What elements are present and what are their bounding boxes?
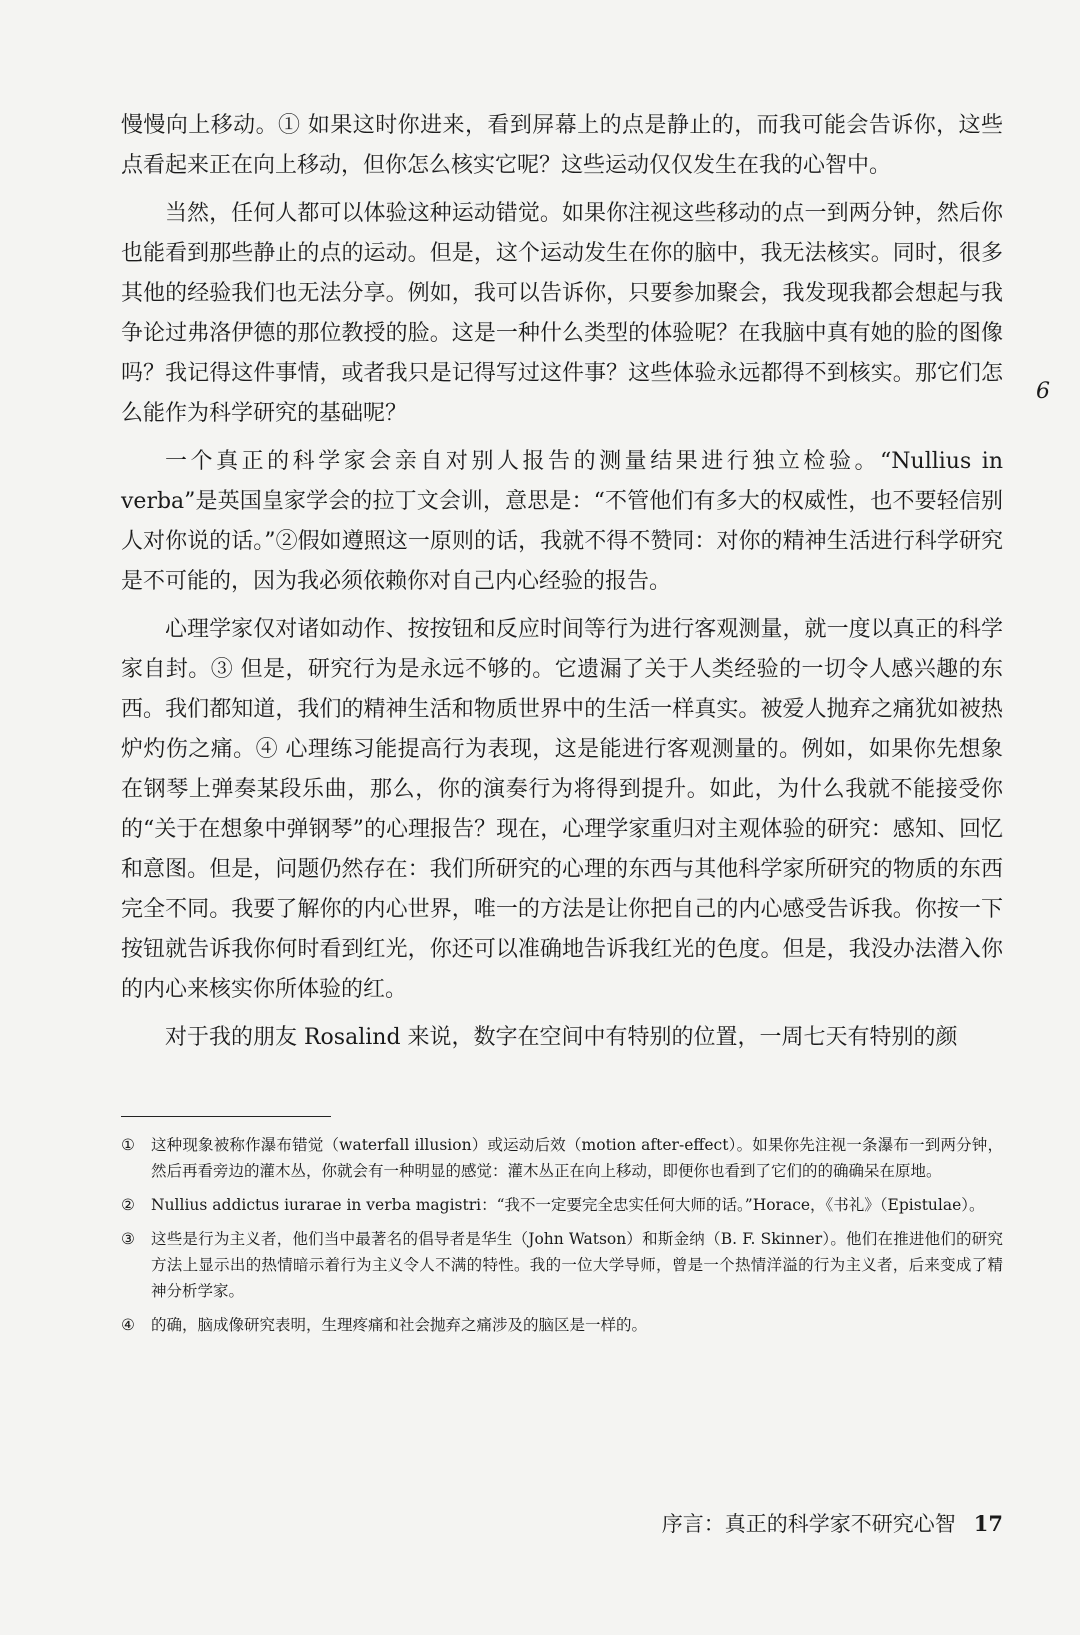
footnote-2 [121, 1192, 1003, 1218]
footnote-mark: ② [121, 1196, 135, 1214]
paragraph-3: 一个真正的科学家会亲自对别人报告的测量结果进行独立检验。“Nullius in verba”是英国皇家学会的拉丁文会训，意思是：“不管他们有多大的权威性，也不要轻信别人对你说的话。”②假如遵照这一原则的话，我就不得不赞同：对你的精神生活进行科学研究是不可能的，因为我必须依赖你对自己内心经验的报告。 [121, 449, 1003, 594]
footnote-mark: ① [121, 1136, 135, 1154]
footnote-text: 的确，脑成像研究表明，生理疼痛和社会抛弃之痛涉及的脑区是一样的。 [151, 1316, 648, 1334]
footnote-1 [121, 1132, 1003, 1184]
footnote-text: Nullius addictus iurarae in verba magistri：“我不一定要完全忠实任何大师的话。”Horace，《书礼》（Epistulae）。 [151, 1196, 985, 1214]
footnote-4 [121, 1312, 1003, 1338]
paragraph-4: 心理学家仅对诸如动作、按按钮和反应时间等行为进行客观测量，就一度以真正的科学家自封。③ 但是，研究行为是永远不够的。它遗漏了关于人类经验的一切令人感兴趣的东西。我们都知道，我们的精神生活和物质世界中的生活一样真实。被爱人抛弃之痛犹如被热炉灼伤之痛。④ 心理练习能提高行为表现，这是能进行客观测量的。例如，如果你先想象在钢琴上弹奏某段乐曲，那么，你的演奏行为将得到提升。如此，为什么我就不能接受你的“关于在想象中弹钢琴”的心理报告？现在，心理学家重归对主观体验的研究：感知、回忆和意图。但是，问题仍然存在：我们所研究的心理的东西与其他科学家所研究的物质的东西完全不同。我要了解你的内心世界，唯一的方法是让你把自己的内心感受告诉我。你按一下按钮就告诉我你何时看到红光，你还可以准确地告诉我红光的色度。但是，我没办法潜入你的内心来核实你所体验的红。 [121, 617, 1003, 1002]
margin-page-number: 6 [1036, 379, 1050, 404]
main-text [121, 106, 1003, 1066]
footnote-mark: ③ [121, 1230, 135, 1248]
footnote-3 [121, 1226, 1003, 1304]
footnote-mark: ④ [121, 1316, 135, 1334]
footnotes [121, 1132, 1003, 1346]
footer-title: 序言：真正的科学家不研究心智 [661, 1512, 956, 1536]
paragraph-2: 当然，任何人都可以体验这种运动错觉。如果你注视这些移动的点一到两分钟，然后你也能看到那些静止的点的运动。但是，这个运动发生在你的脑中，我无法核实。同时，很多其他的经验我们也无法分享。例如，我可以告诉你，只要参加聚会，我发现我都会想起与我争论过弗洛伊德的那位教授的脸。这是一种什么类型的体验呢？在我脑中真有她的脸的图像吗？我记得这件事情，或者我只是记得写过这件事？这些体验永远都得不到核实。那它们怎么能作为科学研究的基础呢？ [121, 201, 1003, 426]
footnote-text: 这些是行为主义者，他们当中最著名的倡导者是华生（John Watson）和斯金纳（B. F. Skinner）。他们在推进他们的研究方法上显示出的热情暗示着行为主义令人不满的特性。我的一位大学导师，曾是一个热情洋溢的行为主义者，后来变成了精神分析学家。 [151, 1230, 1003, 1300]
footnote-text: 这种现象被称作瀑布错觉（waterfall illusion）或运动后效（motion after-effect）。如果你先注视一条瀑布一到两分钟，然后再看旁边的灌木丛，你就会有一种明显的感觉：灌木丛正在向上移动，即便你也看到了它们的的确确呆在原地。 [151, 1136, 1003, 1180]
page-number: 17 [973, 1511, 1003, 1536]
paragraph-5: 对于我的朋友 Rosalind 来说，数字在空间中有特别的位置，一周七天有特别的颜 [165, 1025, 958, 1050]
footnote-divider [121, 1116, 331, 1117]
running-footer [0, 1508, 1003, 1538]
paragraph-1: 慢慢向上移动。① 如果这时你进来，看到屏幕上的点是静止的，而我可能会告诉你，这些点看起来正在向上移动，但你怎么核实它呢？这些运动仅仅发生在我的心智中。 [121, 113, 1003, 178]
